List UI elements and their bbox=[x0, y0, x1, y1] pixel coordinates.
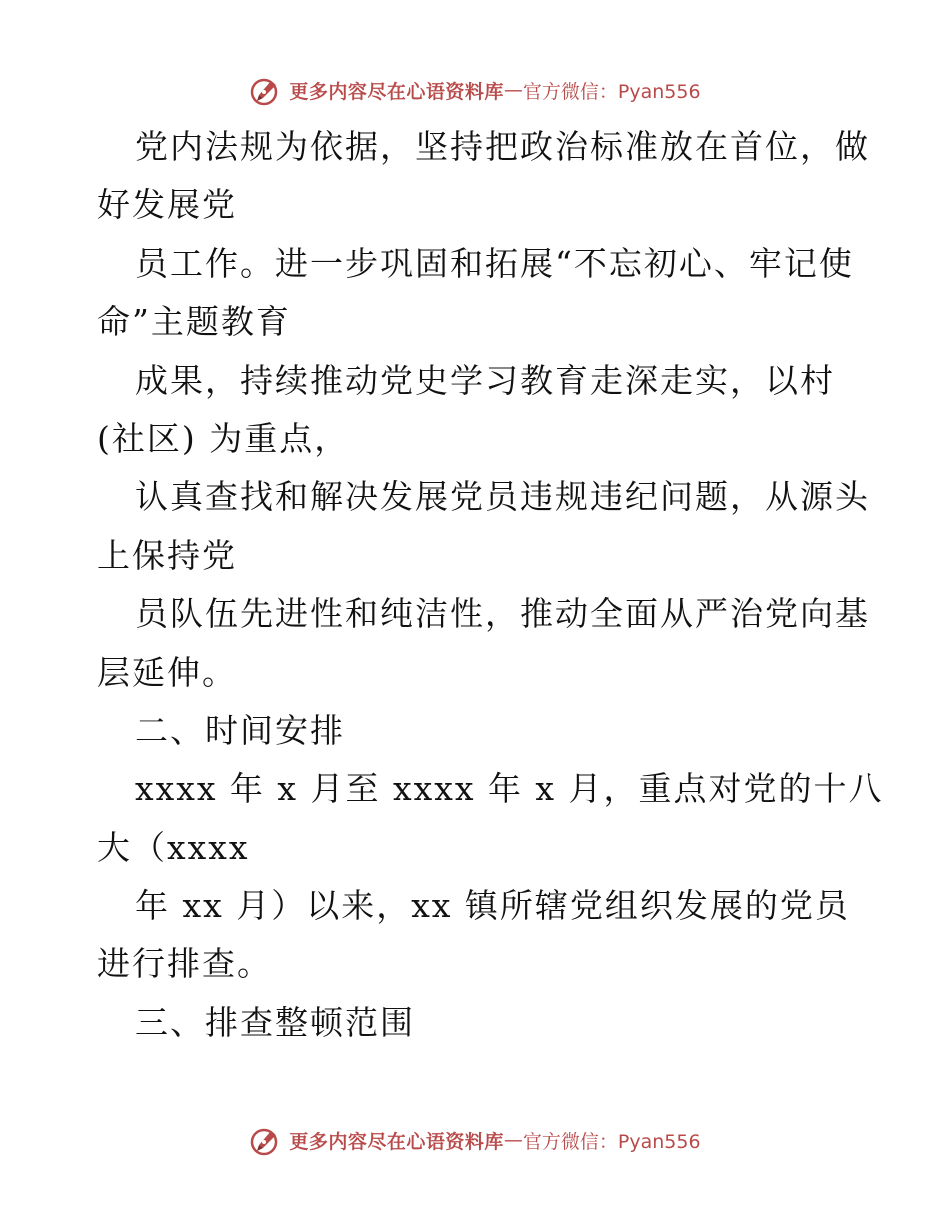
footer-contact: 官方微信：Pyan556 bbox=[522, 1130, 701, 1153]
header-dash: — bbox=[503, 79, 523, 101]
body-line: 层延伸。 bbox=[97, 652, 237, 692]
body-line: 成果，持续推动党史学习教育走深走实，以村 bbox=[135, 360, 835, 400]
pen-nib-logo-icon bbox=[249, 1123, 283, 1157]
section-heading-scope: 三、排查整顿范围 bbox=[135, 1002, 415, 1042]
body-line: 大（xxxx bbox=[97, 827, 250, 867]
body-line: 员工作。进一步巩固和拓展“不忘初心、牢记使 bbox=[135, 243, 854, 283]
body-line: 命”主题教育 bbox=[97, 302, 291, 342]
header-contact: 官方微信：Pyan556 bbox=[522, 80, 701, 103]
pen-nib-logo-icon bbox=[249, 73, 283, 107]
body-line: (社区) 为重点， bbox=[97, 418, 350, 458]
document-body bbox=[97, 118, 884, 1052]
body-line: 进行排查。 bbox=[97, 944, 272, 984]
body-line: 认真查找和解决发展党员违规违纪问题，从源头 bbox=[135, 477, 870, 517]
body-line: 上保持党 bbox=[97, 535, 237, 575]
body-line: xxxx 年 x 月至 xxxx 年 x 月，重点对党的十八 bbox=[135, 769, 884, 809]
footer-dash: — bbox=[503, 1129, 523, 1151]
body-line: 年 xx 月）以来，xx 镇所辖党组织发展的党员 bbox=[135, 886, 850, 926]
body-line: 党内法规为依据，坚持把政治标准放在首位，做 bbox=[135, 127, 870, 166]
page-header bbox=[0, 70, 950, 110]
footer-brand-text: 更多内容尽在心语资料库 bbox=[289, 1130, 504, 1153]
header-brand-text: 更多内容尽在心语资料库 bbox=[289, 80, 504, 103]
body-line: 好发展党 bbox=[97, 185, 237, 225]
page-footer bbox=[0, 1120, 950, 1160]
body-line: 员队伍先进性和纯洁性，推动全面从严治党向基 bbox=[135, 594, 870, 634]
section-heading-time: 二、时间安排 bbox=[135, 710, 345, 750]
